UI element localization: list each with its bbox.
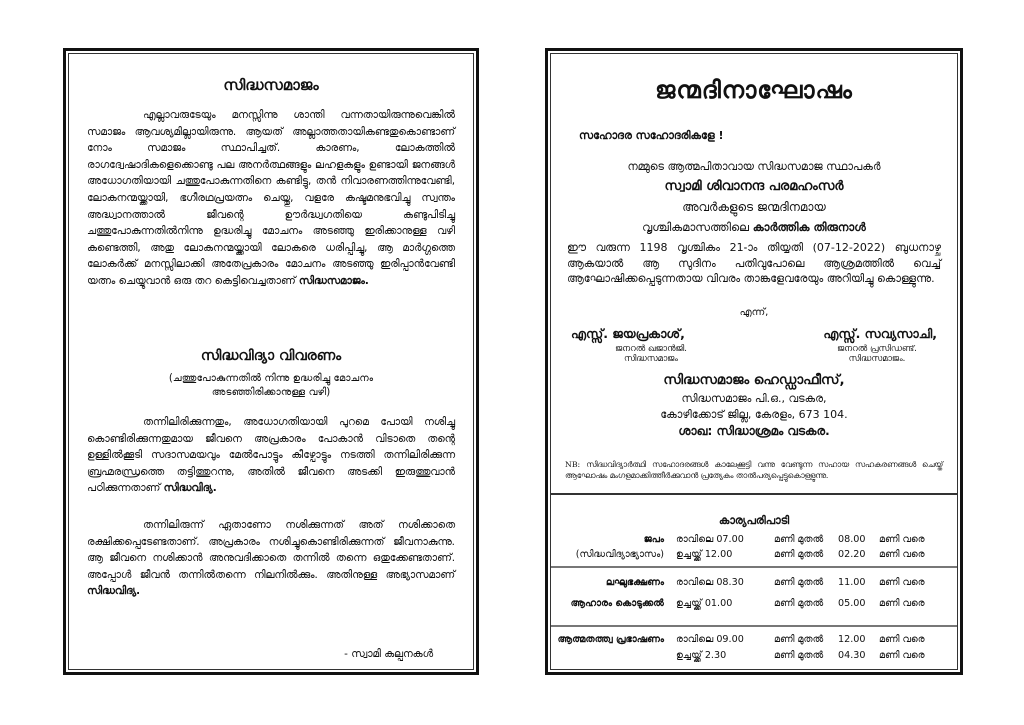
right-page-inner: [550, 53, 958, 670]
programme-label: (സിദ്ധവിദ്യാഭ്യാസം): [575, 549, 664, 560]
intro-paragraph-text: എല്ലാവരുടേയും മനസ്സിന്നു ശാന്തി വന്നതായിരുന്നുവെങ്കിൽ സമാജം ആവശ്യമില്ലായിരുന്നു. ആയത് അല്ലാത്തതായികണ്ടതുകൊണ്ടാണ് നോം സമാജം സ്ഥാപിച്ചത്. കാരണം, ലോകത്തിൽ രാഗദ്വേഷാദികളെക്കൊണ്ടു പല അനർത്ഥങ്ങളും ലഹളകളും ഉണ്ടായി ജനങ്ങൾ അധോഗതിയായി ചത്തുപോകുന്നതിനെ കണ്ടിട്ടു, തൻ നിവാരണത്തിന്നുവേണ്ടി, ലോകനന്മയ്ക്കായി, ഭഗീരഥപ്രയത്നം ചെയ്തു, വളരേ കഷ്ടമനുഭവിച്ചു സ്വന്തം അദ്ധ്വാനത്താൽ ജീവന്റെ ഊർദ്ധ്വഗതിയെ കണ്ടുപിടിച്ചു ചത്തുപോകുന്നതിൽനിന്നു ഉദ്ധരിച്ചു മോചനം അടഞ്ഞു ഇരിക്കാനുള്ള വഴി കണ്ടെത്തി, അതു ലോകനന്മയ്ക്കായി ലോകരെ ധരിപ്പിച്ചു, ആ മാർഗ്ഗത്തെ ലോകർക്ക് മനസ്സിലാക്കി അതേപ്രകാരം മോചനം അടഞ്ഞു ഇരിപ്പാൻവേണ്ടി യത്നം ചെയ്യുവാൻ ഒരു തറ കെട്ടിവെച്ചതാണ്: [87, 109, 455, 287]
nb-text: സിദ്ധവിദ്യാർത്ഥി സഹോദരങ്ങൾ കാലേക്കൂട്ടി വന്നു വേണ്ടുന്ന സഹായ സഹകരണങ്ങൾ ചെയ്ത് ആഘോഷം മംഗളമാക്കിത്തീർക്കുവാൻ പ്രത്യേകം താൽപര്യപ്പെട്ടുകൊള്ളുന്നു.: [565, 460, 943, 480]
signatory-right-org: സിദ്ധസമാജം.: [848, 354, 906, 364]
closing-text: എന്ന്,: [739, 307, 769, 318]
birthday-celebration-heading: ജന്മദിനാഘോഷം: [655, 76, 853, 104]
signatory-right-name: എസ്സ്. സവ്യസാചി,: [823, 326, 937, 341]
programme-end: 12.00: [838, 634, 866, 645]
programme-row: [551, 634, 957, 649]
programme-to: മണി വരെ: [879, 634, 925, 645]
headoffice-address-1: സിദ്ധസമാജം പി.ഒ., വടകര,: [681, 392, 827, 405]
siddhavidya-paragraph-1-bold-end: സിദ്ധവിദ്യ.: [163, 482, 217, 495]
nb-note: [565, 459, 943, 481]
programme-from: മണി മുതൽ: [774, 650, 824, 661]
greeting: സഹോദര സഹോദരികളേ !: [579, 129, 724, 142]
left-page-inner: [68, 53, 474, 670]
announcement-paragraph: ഈ വരുന്ന 1198 വൃശ്ചികം 21-ാം തിയ്യതി (07-12-2022) ബുധനാഴ്ച ആകയാൽ ആ സുദിനം പതിവുപോലെ ആശ്രമത്തിൽ വെച്ച് ആഘോഷിക്കപ്പെടുന്നതായ വിവരം താങ്കളേവരേയും അറിയിച്ചു കൊള്ളുന്നു.: [567, 241, 941, 285]
headoffice-address-2: കോഴിക്കോട് ജില്ല, കേരളം, 673 104.: [660, 408, 848, 421]
nb-label: NB:: [565, 460, 581, 469]
programme-row: [551, 534, 957, 549]
programme-label: ലഘുഭക്ഷണം: [605, 577, 664, 588]
programme-from: മണി മുതൽ: [774, 577, 824, 588]
programme-to: മണി വരെ: [879, 577, 925, 588]
programme-label: ജപം: [643, 534, 664, 545]
siddhavidya-subtitle: [69, 372, 473, 400]
siddhasamajam-heading: സിദ്ധസമാജം: [223, 76, 319, 94]
programme-from: മണി മുതൽ: [774, 634, 824, 645]
programme-to: മണി വരെ: [879, 650, 925, 661]
programme-row: [551, 577, 957, 592]
programme-end: 05.00: [838, 598, 866, 609]
programme-end: 02.20: [838, 549, 866, 560]
programme-start: ഉച്ചയ്ക്ക് 2.30: [676, 650, 727, 661]
programme-divider: [551, 625, 957, 627]
signatory-right-role: [817, 344, 937, 364]
programme-row: [551, 549, 957, 564]
programme-label: ആത്മതത്ത്വ പ്രഭാഷണം: [557, 634, 664, 645]
programme-label: ആഹാരം കൊടുക്കൽ: [570, 598, 664, 609]
month-line-bold: കാർത്തിക തിരുനാൾ: [752, 220, 866, 234]
intro-paragraph: [87, 107, 455, 290]
programme-end: 08.00: [838, 534, 866, 545]
programme-start: രാവിലെ 07.00: [676, 534, 744, 545]
month-line-normal: വൃശ്ചികമാസത്തിലെ: [642, 220, 750, 234]
programme-from: മണി മുതൽ: [774, 598, 824, 609]
programme-start: ഉച്ചയ്ക്ക് 01.00: [676, 598, 733, 609]
siddhavidya-heading: സിദ്ധവിദ്യാ വിവരണം: [200, 348, 342, 364]
signatory-left-title: ജനറൽ ഖജാൻജി.: [615, 344, 687, 354]
programme-heading: കാര്യപരിപാടി: [718, 514, 790, 527]
attribution: - സ്വാമി കല്പനകൾ: [344, 648, 433, 660]
month-line: [551, 220, 957, 235]
siddhavidya-paragraph-2-text: തന്നിലിരുന്ന് ഏതാണോ നശിക്കുന്നത് അത് നശിക്കാതെ രക്ഷിക്കപ്പെടേണ്ടതാണ്. അപ്രകാരം നശിച്ചുകൊണ്ടിരിക്കുന്നത് ജീവനാകുന്നു. ആ ജീവനെ നശിക്കാൻ അനുവദിക്കാതെ തന്നിൽ തന്നെ ഒതുക്കേണ്ടതാണ്. അപ്പോൾ ജീവൻ തന്നിൽതന്നെ നിലനിൽക്കും. അതിനുള്ള അഭ്യാസമാണ്: [87, 519, 455, 581]
signatory-left-name: എസ്സ്. ജയപ്രകാശ്,: [571, 326, 685, 341]
siddhavidya-paragraph-2: [87, 517, 455, 600]
intro-paragraph-bold-end: സിദ്ധസമാജം.: [298, 274, 369, 287]
programme-start: ഉച്ചയ്ക്ക് 12.00: [676, 549, 733, 560]
subtitle-line-1: (ചത്തുപോകുന്നതിൽ നിന്നു ഉദ്ധരിച്ചു മോചനം: [168, 373, 374, 384]
programme-end: 04.30: [838, 650, 866, 661]
branch-line: ശാഖ: സിദ്ധാശ്രമം വടകര.: [678, 424, 830, 438]
programme-row: [551, 650, 957, 665]
programme-row: [551, 598, 957, 613]
programme-divider: [551, 566, 957, 568]
programme-to: മണി വരെ: [879, 598, 925, 609]
programme-from: മണി മുതൽ: [774, 534, 824, 545]
programme-to: മണി വരെ: [879, 549, 925, 560]
right-page-frame: [545, 48, 963, 675]
siddhavidya-paragraph-2-bold-end: സിദ്ധവിദ്യ.: [87, 585, 141, 598]
programme-end: 11.00: [838, 577, 866, 588]
section-divider: [551, 493, 957, 495]
signatory-left-org: സിദ്ധസമാജം: [624, 354, 678, 364]
siddhavidya-paragraph-1: [87, 414, 455, 497]
programme-from: മണി മുതൽ: [774, 549, 824, 560]
founder-line: നമ്മുടെ ആത്മപിതാവായ സിദ്ധസമാജ സ്ഥാപകർ: [627, 160, 881, 173]
birthday-line: അവർകളുടെ ജന്മദിനമായ: [682, 200, 826, 214]
signatory-right-title: ജനറൽ പ്രസിഡണ്ട്.: [837, 344, 917, 354]
programme-start: രാവിലെ 08.30: [676, 577, 744, 588]
programme-to: മണി വരെ: [879, 534, 925, 545]
subtitle-line-2: അടഞ്ഞിരിക്കാനുള്ള വഴി): [211, 387, 331, 398]
left-page-frame: [63, 48, 479, 675]
signatory-left-role: [591, 344, 711, 364]
programme-start: രാവിലെ 09.00: [676, 634, 744, 645]
siddhavidya-paragraph-1-text: തന്നിലിരിക്കുന്നതും, അധോഗതിയായി പുറമെ പോയി നശിച്ചു കൊണ്ടിരിക്കുന്നതുമായ ജീവനെ അപ്രകാരം പോകാൻ വിടാതെ തന്റെ ഉള്ളിൽക്കൂടി സദാസമയവും മേൽപോട്ടും കീഴ്പോട്ടും നടത്തി തന്നിലിരിക്കുന്ന ബ്രഹ്മരന്ധ്രത്തെ തട്ടിത്തുറന്നു, അതിൽ ജീവനെ അടക്കി ഇരുത്തുവാൻ പഠിക്കുന്നതാണ്: [87, 416, 455, 495]
swami-name: സ്വാമി ശിവാനന്ദ പരമഹംസർ: [664, 179, 844, 194]
headoffice-title: സിദ്ധസമാജം ഹെഡ്ഡാഫീസ്,: [663, 372, 845, 388]
